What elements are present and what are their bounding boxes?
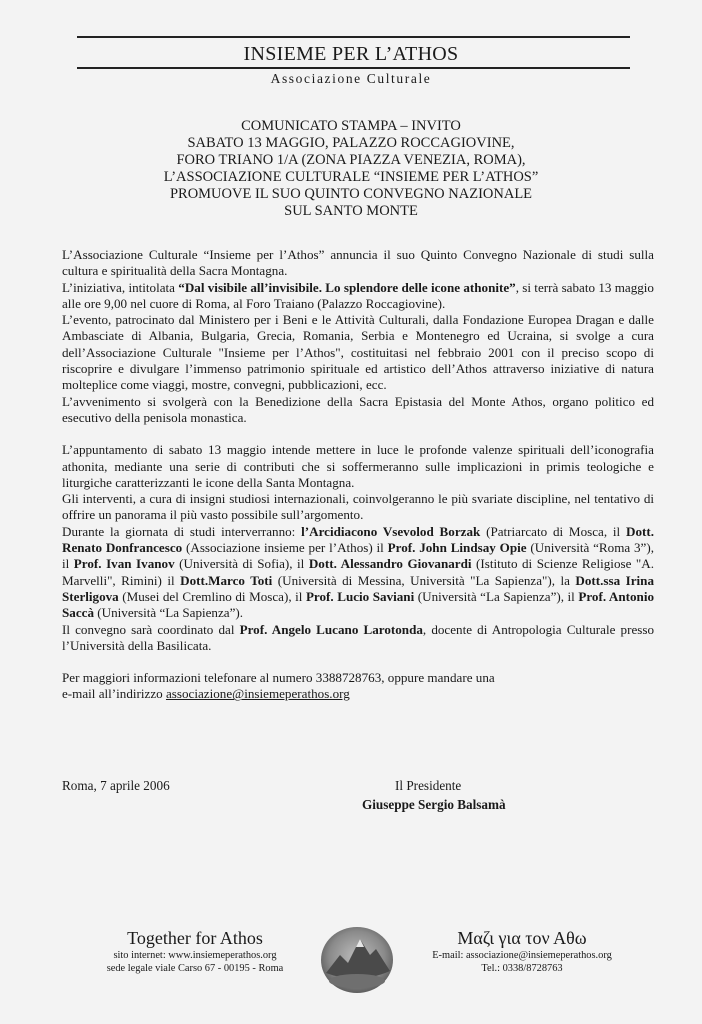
paragraph-gap	[62, 426, 654, 442]
heading-line: PROMUOVE IL SUO QUINTO CONVEGNO NAZIONALE	[169, 185, 533, 202]
footer-email[interactable]: E-mail: associazione@insiemeperathos.org	[432, 950, 612, 961]
paragraph-speakers-intro: Gli interventi, a cura di insigni studiosi internazionali, coinvolgeranno le più svariate discipline, nel tentativo di offrire un panorama il più vasto possibile sull’argomento.	[62, 491, 654, 523]
president-label: Il Presidente	[395, 778, 462, 793]
footer-phone: Tel.: 0338/8728763	[481, 963, 563, 974]
association-subtitle: Associazione Culturale	[270, 71, 432, 86]
association-title: INSIEME PER L’ATHOS	[243, 43, 459, 65]
speaker-name: Dott.ssa Irina Sterligova	[62, 572, 654, 604]
speaker-name: Dott. Renato Donfrancesco	[62, 523, 654, 556]
paragraph-patronage: L’evento, patrocinato dal Ministero per i Beni e le Attività Culturali, dalla Fondazione Europea Dragan e dalle Ambasciate di Albania, Bulgaria, Grecia, Romania, Serbia e Montenegro ed Ucraina, si svolge a cura dell’Associazione Culturale "Insieme per l’Athos", costituitasi nel febbraio 2001 con il preciso scopo di riscoprire e divulgare l’immenso patrimonio spirituale ed artistico dell’Athos attraverso iniziative di natura molteplice come viaggi, mostre, convegni, pubblicazioni, ecc.	[62, 312, 654, 393]
contact-email-link[interactable]: associazione@insiemeperathos.org	[165, 686, 350, 702]
footer-title-english: Together for Athos	[127, 928, 263, 948]
president-name: Giuseppe Sergio Balsamà	[362, 797, 506, 812]
heading-line: FORO TRIANO 1/A (ZONA PIAZZA VENEZIA, ROMA),	[176, 151, 526, 168]
speaker-name: Prof. Lucio Saviani	[305, 588, 415, 604]
footer-address: sede legale viale Carso 67 - 00195 - Roma	[106, 963, 284, 974]
event-title: “Dal visibile all’invisibile. Lo splendore delle icone athonite”	[178, 279, 516, 295]
heading-line: L’ASSOCIAZIONE CULTURALE “INSIEME PER L’ATHOS”	[163, 168, 539, 185]
paragraph-blessing: L’avvenimento si svolgerà con la Benedizione della Sacra Epistasia del Monte Athos, organo politico ed esecutivo della penisola monastica.	[62, 393, 654, 425]
heading-line: SUL SANTO MONTE	[284, 202, 418, 219]
coordinator-name: Prof. Angelo Lucano Larotonda	[239, 621, 423, 637]
press-release-body	[62, 247, 654, 703]
heading-line: SABATO 13 MAGGIO, PALAZZO ROCCAGIOVINE,	[187, 134, 515, 151]
paragraph-coordinator: Il convegno sarà coordinato dal Prof. Angelo Lucano Larotonda, docente di Antropologia Culturale presso l’Università della Basilicata.	[62, 621, 654, 653]
speaker-name: Prof. Ivan Ivanov	[73, 556, 175, 572]
paragraph-contact: Per maggiori informazioni telefonare al numero 3388728763, oppure mandare una e-mail all’indirizzo associazione@insiemeperathos.org	[62, 670, 495, 702]
speaker-name: Prof. Antonio Saccà	[62, 588, 655, 621]
press-release-heading	[0, 118, 702, 219]
speaker-name: Prof. John Lindsay Opie	[387, 540, 527, 556]
athos-mountain-logo-icon	[318, 925, 396, 995]
speaker-name: Dott.Marco Toti	[180, 572, 273, 588]
paragraph-announcement: L’Associazione Culturale “Insieme per l’Athos” annuncia il suo Quinto Convegno Nazionale di studi sulla cultura e spiritualità della Sacra Montagna.	[62, 247, 654, 279]
paragraph-initiative: L’iniziativa, intitolata “Dal visibile all’invisibile. Lo splendore delle icone athonite”, si terrà sabato 13 maggio alle ore 9,00 nel cuore di Roma, al Foro Traiano (Palazzo Roccagiovine).	[62, 279, 654, 311]
footer-left	[100, 927, 290, 975]
speaker-name: Dott. Alessandro Giovanardi	[308, 556, 472, 572]
paragraph-gap	[62, 654, 654, 670]
header-top-rule	[77, 36, 630, 38]
footer-website[interactable]: sito internet: www.insiemeperathos.org	[113, 950, 277, 961]
speaker-name: l’Arcidiacono Vsevolod Borzak	[301, 523, 481, 539]
heading-line: COMUNICATO STAMPA – INVITO	[241, 118, 461, 134]
footer-right	[412, 927, 632, 975]
paragraph-purpose: L’appuntamento di sabato 13 maggio intende mettere in luce le profonde valenze spirituali dell’iconografia athonita, mediante una serie di contributi che si soffermeranno sulle implicazioni in primis teologiche e liturgiche caratterizzanti le icone della Santa Montagna.	[62, 442, 654, 490]
header-middle-rule	[77, 67, 630, 69]
paragraph-speakers: Durante la giornata di studi interverranno: l’Arcidiacono Vsevolod Borzak (Patriarcato di Mosca, il Dott. Renato Donfrancesco (Associazione insieme per l’Athos) il Prof. John Lindsay Opie (Università “Roma 3”), il Prof. Ivan Ivanov (Università di Sofia), il Dott. Alessandro Giovanardi (Istituto di Scienze Religiose "A. Marvelli", Rimini) il Dott.Marco Toti (Università di Messina, Università "La Sapienza"), la Dott.ssa Irina Sterligova (Musei del Cremlino di Mosca), il Prof. Lucio Saviani (Università “La Sapienza”), il Prof. Antonio Saccà (Università “La Sapienza”).	[62, 523, 655, 621]
place-date: Roma, 7 aprile 2006	[62, 778, 170, 793]
footer-title-greek: Μαζι για τον Αθω	[457, 928, 587, 948]
